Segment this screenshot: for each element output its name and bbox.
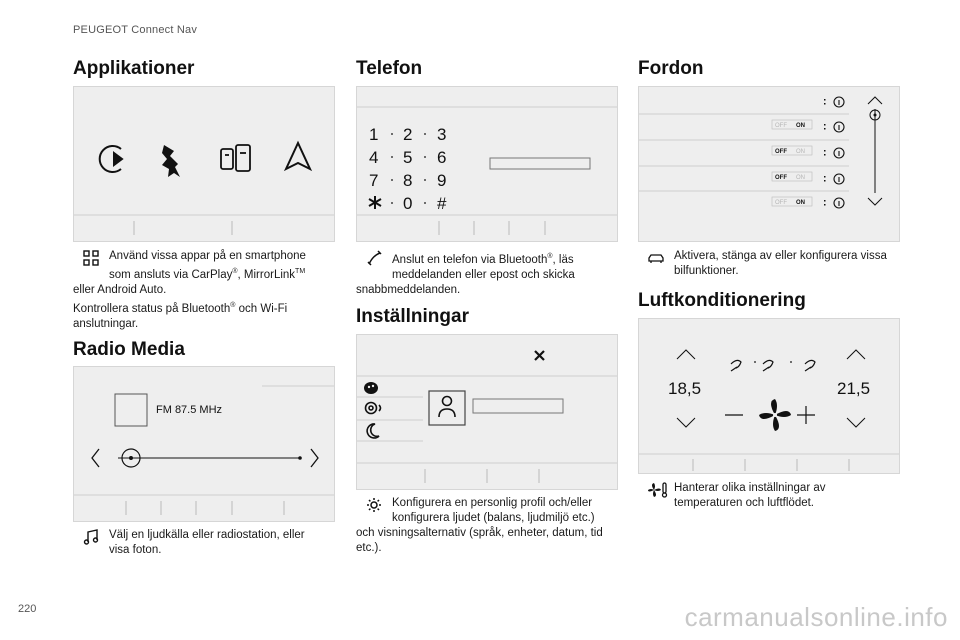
desc-luftkonditionering — [638, 481, 900, 511]
watermark: carmanualsonline.info — [684, 602, 948, 632]
screen-telefon — [356, 86, 618, 242]
desc-line — [356, 249, 618, 268]
sound-settings-icon[interactable] — [366, 403, 381, 414]
peugeot-lion-icon[interactable] — [162, 145, 180, 177]
chevron-up-icon[interactable] — [847, 350, 865, 359]
airflow-icon[interactable] — [731, 360, 815, 371]
sup-registered: ® — [547, 253, 553, 260]
desc-radio — [73, 528, 335, 558]
chevron-up-icon[interactable] — [677, 350, 695, 359]
phone-keypad — [369, 123, 479, 215]
heading-fordon: Fordon — [638, 58, 704, 79]
toggle-off-label: OFF — [775, 175, 787, 181]
text-carplay: som ansluts via CarPlay — [109, 268, 233, 281]
key-hash[interactable]: # — [437, 194, 447, 213]
toggle-on-label: ON — [796, 175, 805, 181]
desc-line: Använd vissa appar på en smartphone — [109, 250, 306, 262]
key-4[interactable]: 4 — [369, 148, 379, 167]
desc-line: meddelanden eller epost och skicka — [392, 268, 575, 281]
fan-icon[interactable] — [759, 399, 791, 431]
sup-registered: ® — [232, 268, 238, 275]
key-star[interactable] — [369, 192, 403, 215]
text-bluetooth: Kontrollera status på Bluetooth — [73, 302, 231, 315]
key-7[interactable]: 7 — [369, 171, 379, 190]
key-3[interactable]: 3 — [437, 125, 447, 144]
phone-handset-icon — [366, 250, 382, 266]
chevron-left-icon[interactable] — [92, 449, 99, 467]
desc-line: snabbmeddelanden. — [356, 283, 461, 296]
desc-line: Hanterar olika inställningar av — [674, 482, 826, 494]
screen-applikationer — [73, 86, 335, 242]
screen-installningar — [356, 334, 618, 490]
desc-applikationer — [73, 249, 335, 332]
car-icon — [648, 250, 664, 266]
screen-luftkonditionering — [638, 318, 900, 474]
chevron-right-icon[interactable] — [311, 449, 318, 467]
text-mirrorlink: , MirrorLink — [237, 268, 296, 281]
sup-registered: ® — [230, 301, 236, 309]
key-1[interactable]: 1 — [369, 125, 379, 144]
desc-line: eller Android Auto. — [73, 283, 167, 296]
music-note-icon — [83, 529, 99, 545]
screen-fordon — [638, 86, 900, 242]
profile-icon[interactable] — [439, 397, 455, 418]
text-wifi: och Wi-Fi — [235, 302, 288, 315]
key-0[interactable]: 0 — [403, 194, 413, 213]
sup-trademark: TM — [295, 268, 306, 275]
keypad-row — [369, 146, 479, 169]
keypad-row — [369, 169, 479, 192]
key-8[interactable]: 8 — [403, 171, 413, 190]
desc-line: Aktivera, stänga av eller konfigurera vissa — [674, 250, 887, 262]
desc-line: etc.). — [356, 542, 382, 554]
temperature-right[interactable]: 21,5 — [837, 379, 871, 398]
desc-line: anslutningar. — [73, 317, 139, 330]
toggle-off-label: OFF — [775, 200, 787, 206]
heading-applikationer: Applikationer — [73, 58, 195, 79]
desc-line — [73, 298, 335, 317]
desc-installningar — [356, 496, 618, 556]
toggle-on-label: ON — [796, 149, 805, 155]
toggle-off-label: OFF — [775, 149, 787, 155]
heading-installningar: Inställningar — [356, 306, 469, 327]
toggle-on-label: ON — [796, 200, 805, 206]
toggle-on-label: ON — [796, 123, 805, 129]
android-auto-icon[interactable] — [286, 143, 310, 169]
palette-icon[interactable] — [364, 382, 378, 394]
screen-radio-media — [73, 366, 335, 522]
desc-telefon — [356, 249, 618, 298]
chevron-down-icon[interactable] — [677, 418, 695, 427]
desc-line: visa foton. — [109, 544, 162, 556]
apps-grid-icon — [83, 250, 99, 266]
desc-line: Konfigurera en personlig profil och/eller — [392, 497, 593, 509]
desc-line: Välj en ljudkälla eller radiostation, eller — [109, 529, 305, 541]
running-header: PEUGEOT Connect Nav — [73, 24, 198, 36]
desc-line: och visningsalternativ (språk, enheter, datum, tid — [356, 527, 603, 539]
desc-line: bilfunktioner. — [674, 265, 739, 277]
desc-line: temperaturen och luftflödet. — [674, 497, 814, 509]
key-5[interactable]: 5 — [403, 148, 413, 167]
heading-luftkonditionering: Luftkonditionering — [638, 290, 806, 311]
gear-icon — [366, 497, 382, 513]
desc-line: konfigurera ljudet (balans, ljudmiljö etc.) — [392, 512, 595, 524]
chevron-up-icon[interactable] — [868, 97, 882, 104]
heading-radio-media: Radio Media — [73, 339, 185, 360]
temperature-left[interactable]: 18,5 — [668, 379, 702, 398]
mirrorlink-icon[interactable] — [221, 145, 250, 171]
key-9[interactable]: 9 — [437, 171, 447, 190]
desc-line — [73, 264, 335, 283]
close-x-icon[interactable] — [535, 351, 544, 360]
toggle-off-label: OFF — [775, 123, 787, 129]
fan-thermometer-icon — [648, 482, 668, 498]
vertical-scrollbar[interactable] — [870, 109, 880, 193]
plus-icon[interactable] — [797, 406, 815, 424]
radio-station-label: FM 87.5 MHz — [156, 404, 223, 416]
keypad-row — [369, 192, 479, 215]
chevron-down-icon[interactable] — [868, 198, 882, 205]
chevron-down-icon[interactable] — [847, 418, 865, 427]
heading-telefon: Telefon — [356, 58, 423, 79]
page-number: 220 — [18, 603, 37, 615]
text-las: , läs — [552, 253, 574, 266]
keypad-row — [369, 123, 479, 146]
key-2[interactable]: 2 — [403, 125, 413, 144]
text-bluetooth: Anslut en telefon via Bluetooth — [392, 253, 548, 266]
key-6[interactable]: 6 — [437, 148, 447, 167]
night-mode-icon[interactable] — [367, 424, 379, 438]
carplay-icon[interactable] — [100, 146, 122, 172]
desc-fordon — [638, 249, 900, 279]
frequency-slider[interactable] — [118, 449, 302, 467]
